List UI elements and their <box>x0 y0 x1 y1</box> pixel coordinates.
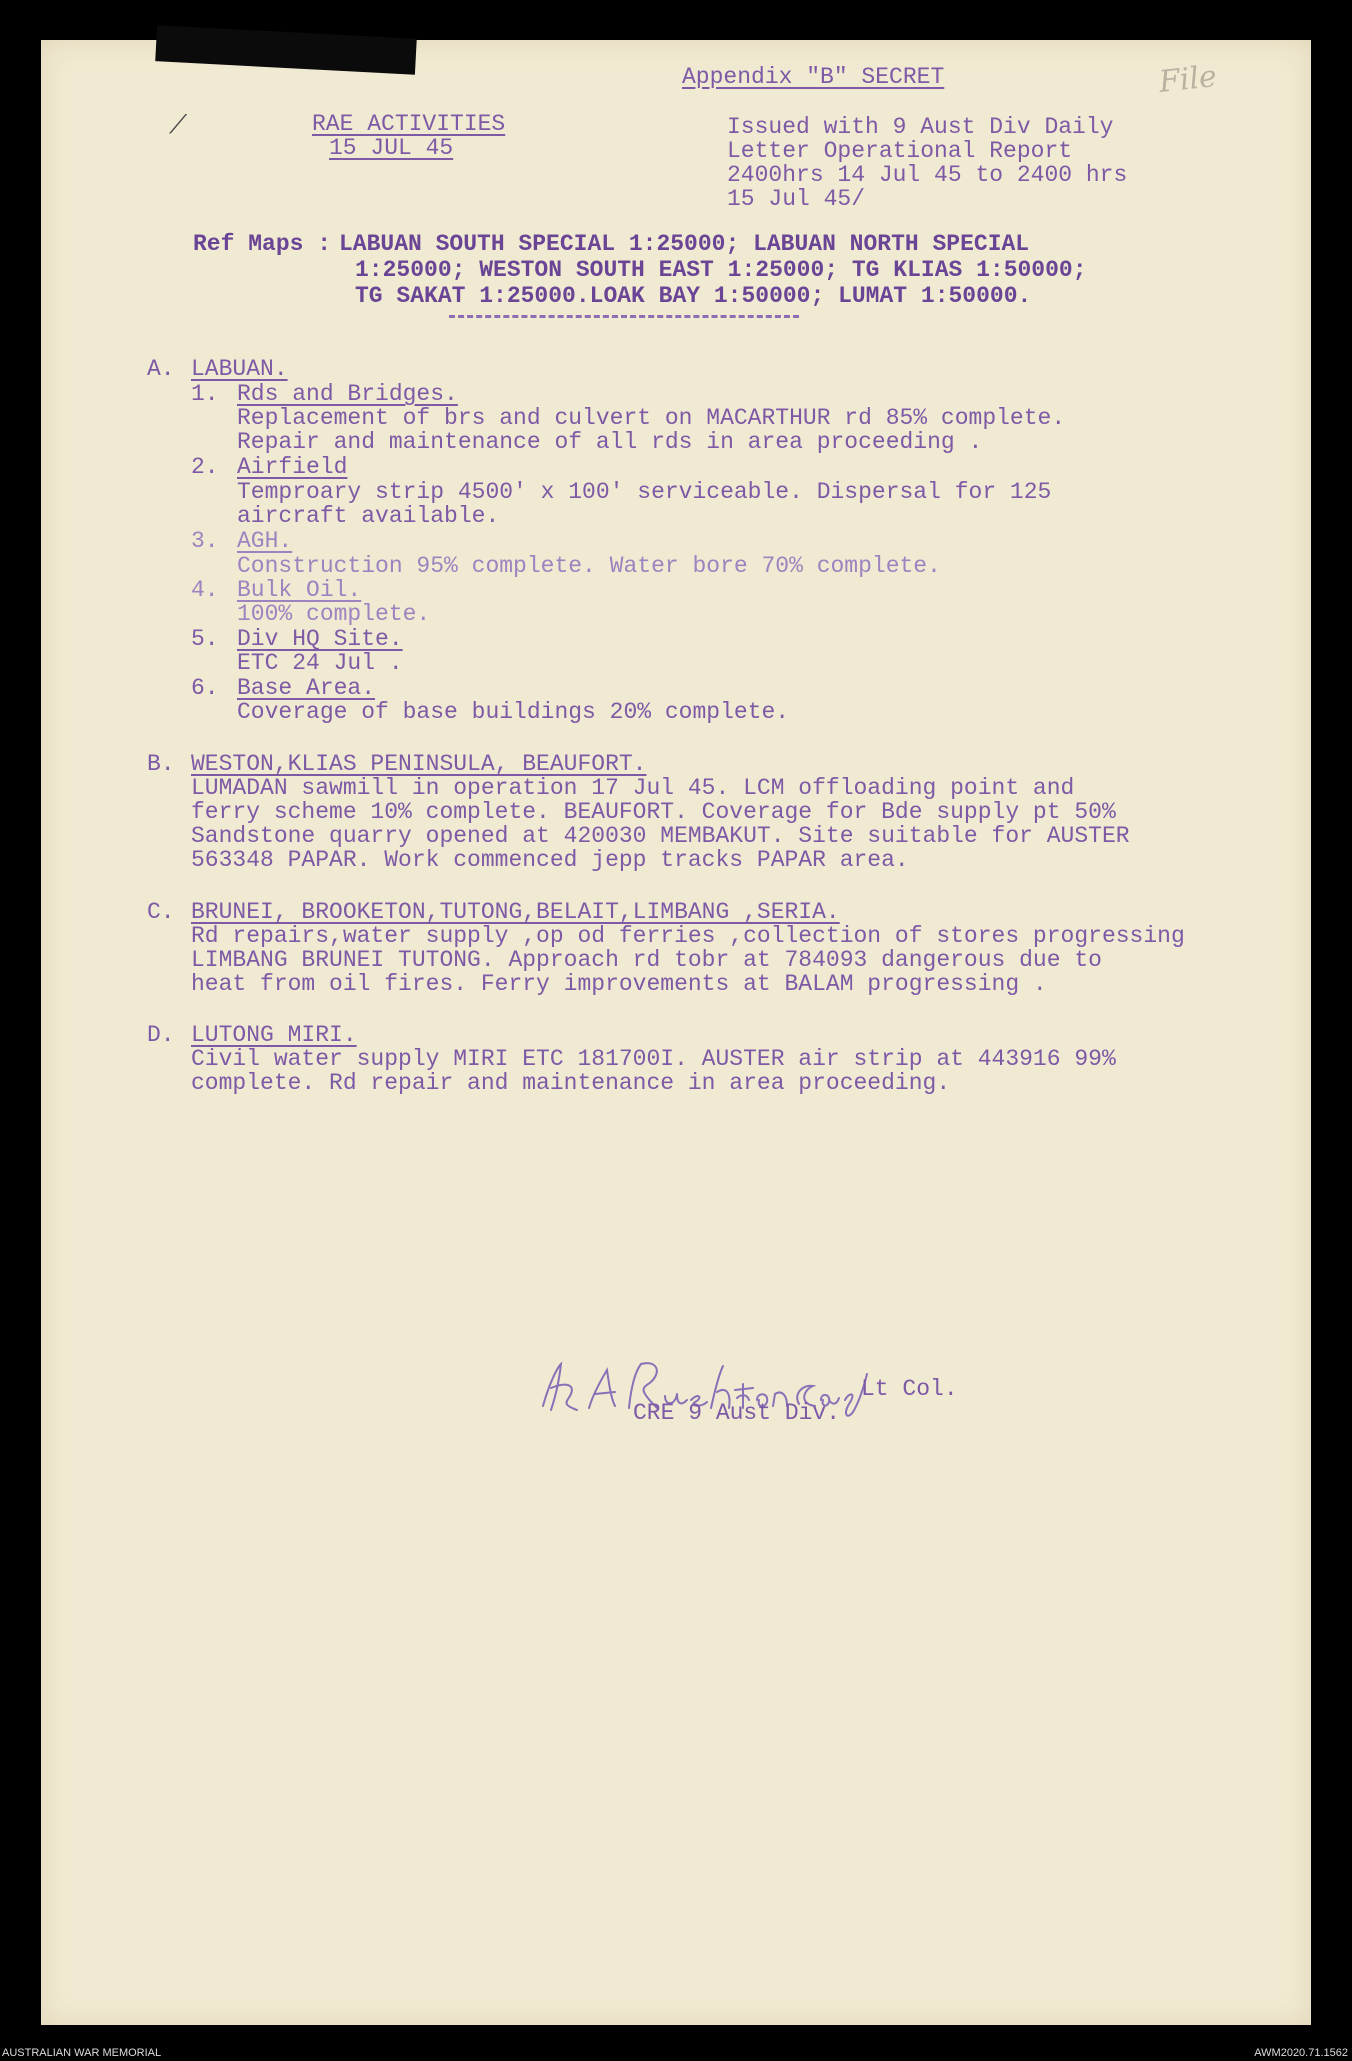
item-line: ETC 24 Jul . <box>237 650 403 676</box>
doc-title: RAE ACTIVITIES <box>312 111 506 137</box>
item-line: aircraft available. <box>237 503 500 529</box>
section-title: LABUAN. <box>191 356 288 382</box>
section-line: complete. Rd repair and maintenance in area proceeding. <box>191 1070 951 1096</box>
item-line: Coverage of base buildings 20% complete. <box>237 699 790 725</box>
item-title: Bulk Oil. <box>237 577 362 603</box>
section-line: ferry scheme 10% complete. BEAUFORT. Coverage for Bde supply pt 50% <box>191 799 1116 825</box>
section-line: Sandstone quarry opened at 420030 MEMBAKUT. Site suitable for AUSTER <box>191 823 1130 849</box>
pencil-note: File <box>1157 59 1219 100</box>
section-line: heat from oil fires. Ferry improvements at BALAM progressing . <box>191 971 1047 997</box>
section-letter: B. <box>147 751 175 777</box>
item-line: Construction 95% complete. Water bore 70% complete. <box>237 553 941 579</box>
section-title: WESTON,KLIAS PENINSULA, BEAUFORT. <box>191 751 647 777</box>
ref-maps-label: Ref Maps : <box>193 231 332 257</box>
issued-line: 2400hrs 14 Jul 45 to 2400 hrs <box>727 162 1128 188</box>
section-line: Civil water supply MIRI ETC 181700I. AUSTER air strip at 443916 99% <box>191 1046 1116 1072</box>
item-title: AGH. <box>237 528 293 554</box>
separator-rule <box>449 315 799 318</box>
ref-maps-line: TG SAKAT 1:25000.LOAK BAY 1:50000; LUMAT 1:50000. <box>355 283 1032 309</box>
signer-rank: Lt Col. <box>861 1376 958 1402</box>
issued-line: Letter Operational Report <box>727 138 1073 164</box>
section-title: BRUNEI, BROOKETON,TUTONG,BELAIT,LIMBANG ,SERIA. <box>191 899 840 925</box>
doc-date: 15 JUL 45 <box>329 135 454 161</box>
item-number: 3. <box>191 528 219 554</box>
section-line: Rd repairs,water supply ,op od ferries ,collection of stores progressing <box>191 923 1185 949</box>
item-number: 2. <box>191 454 219 480</box>
section-letter: A. <box>147 356 175 382</box>
section-line: LUMADAN sawmill in operation 17 Jul 45. LCM offloading point and <box>191 775 1075 801</box>
ref-maps-line: LABUAN SOUTH SPECIAL 1:25000; LABUAN NORTH SPECIAL <box>339 231 1030 257</box>
document-page <box>41 40 1311 2025</box>
item-line: Replacement of brs and culvert on MACARTHUR rd 85% complete. <box>237 405 1066 431</box>
item-number: 5. <box>191 626 219 652</box>
black-tape <box>155 25 417 75</box>
footer-archive-name: AUSTRALIAN WAR MEMORIAL <box>2 2047 162 2059</box>
section-line: LIMBANG BRUNEI TUTONG. Approach rd tobr at 784093 dangerous due to <box>191 947 1102 973</box>
section-line: 563348 PAPAR. Work commenced jepp tracks PAPAR area. <box>191 847 909 873</box>
item-number: 6. <box>191 675 219 701</box>
item-number: 4. <box>191 577 219 603</box>
header-appendix: Appendix "B" SECRET <box>682 64 945 90</box>
item-title: Base Area. <box>237 675 376 701</box>
pen-tick-mark: ⟋ <box>169 110 188 140</box>
item-number: 1. <box>191 381 219 407</box>
item-line: 100% complete. <box>237 601 431 627</box>
issued-line: Issued with 9 Aust Div Daily <box>727 114 1114 140</box>
section-title: LUTONG MIRI. <box>191 1022 357 1048</box>
footer-catalogue-id: AWM2020.71.1562 <box>1254 2047 1348 2059</box>
ref-maps-line: 1:25000; WESTON SOUTH EAST 1:25000; TG KLIAS 1:50000; <box>355 257 1087 283</box>
item-line: Temproary strip 4500' x 100' serviceable. Dispersal for 125 <box>237 479 1052 505</box>
item-title: Rds and Bridges. <box>237 381 458 407</box>
item-line: Repair and maintenance of all rds in area proceeding . <box>237 429 983 455</box>
item-title: Div HQ Site. <box>237 626 403 652</box>
signer-unit: CRE 9 Aust Div. <box>633 1400 841 1426</box>
section-letter: D. <box>147 1022 175 1048</box>
issued-line: 15 Jul 45/ <box>727 186 866 212</box>
section-letter: C. <box>147 899 175 925</box>
item-title: Airfield <box>237 454 348 480</box>
